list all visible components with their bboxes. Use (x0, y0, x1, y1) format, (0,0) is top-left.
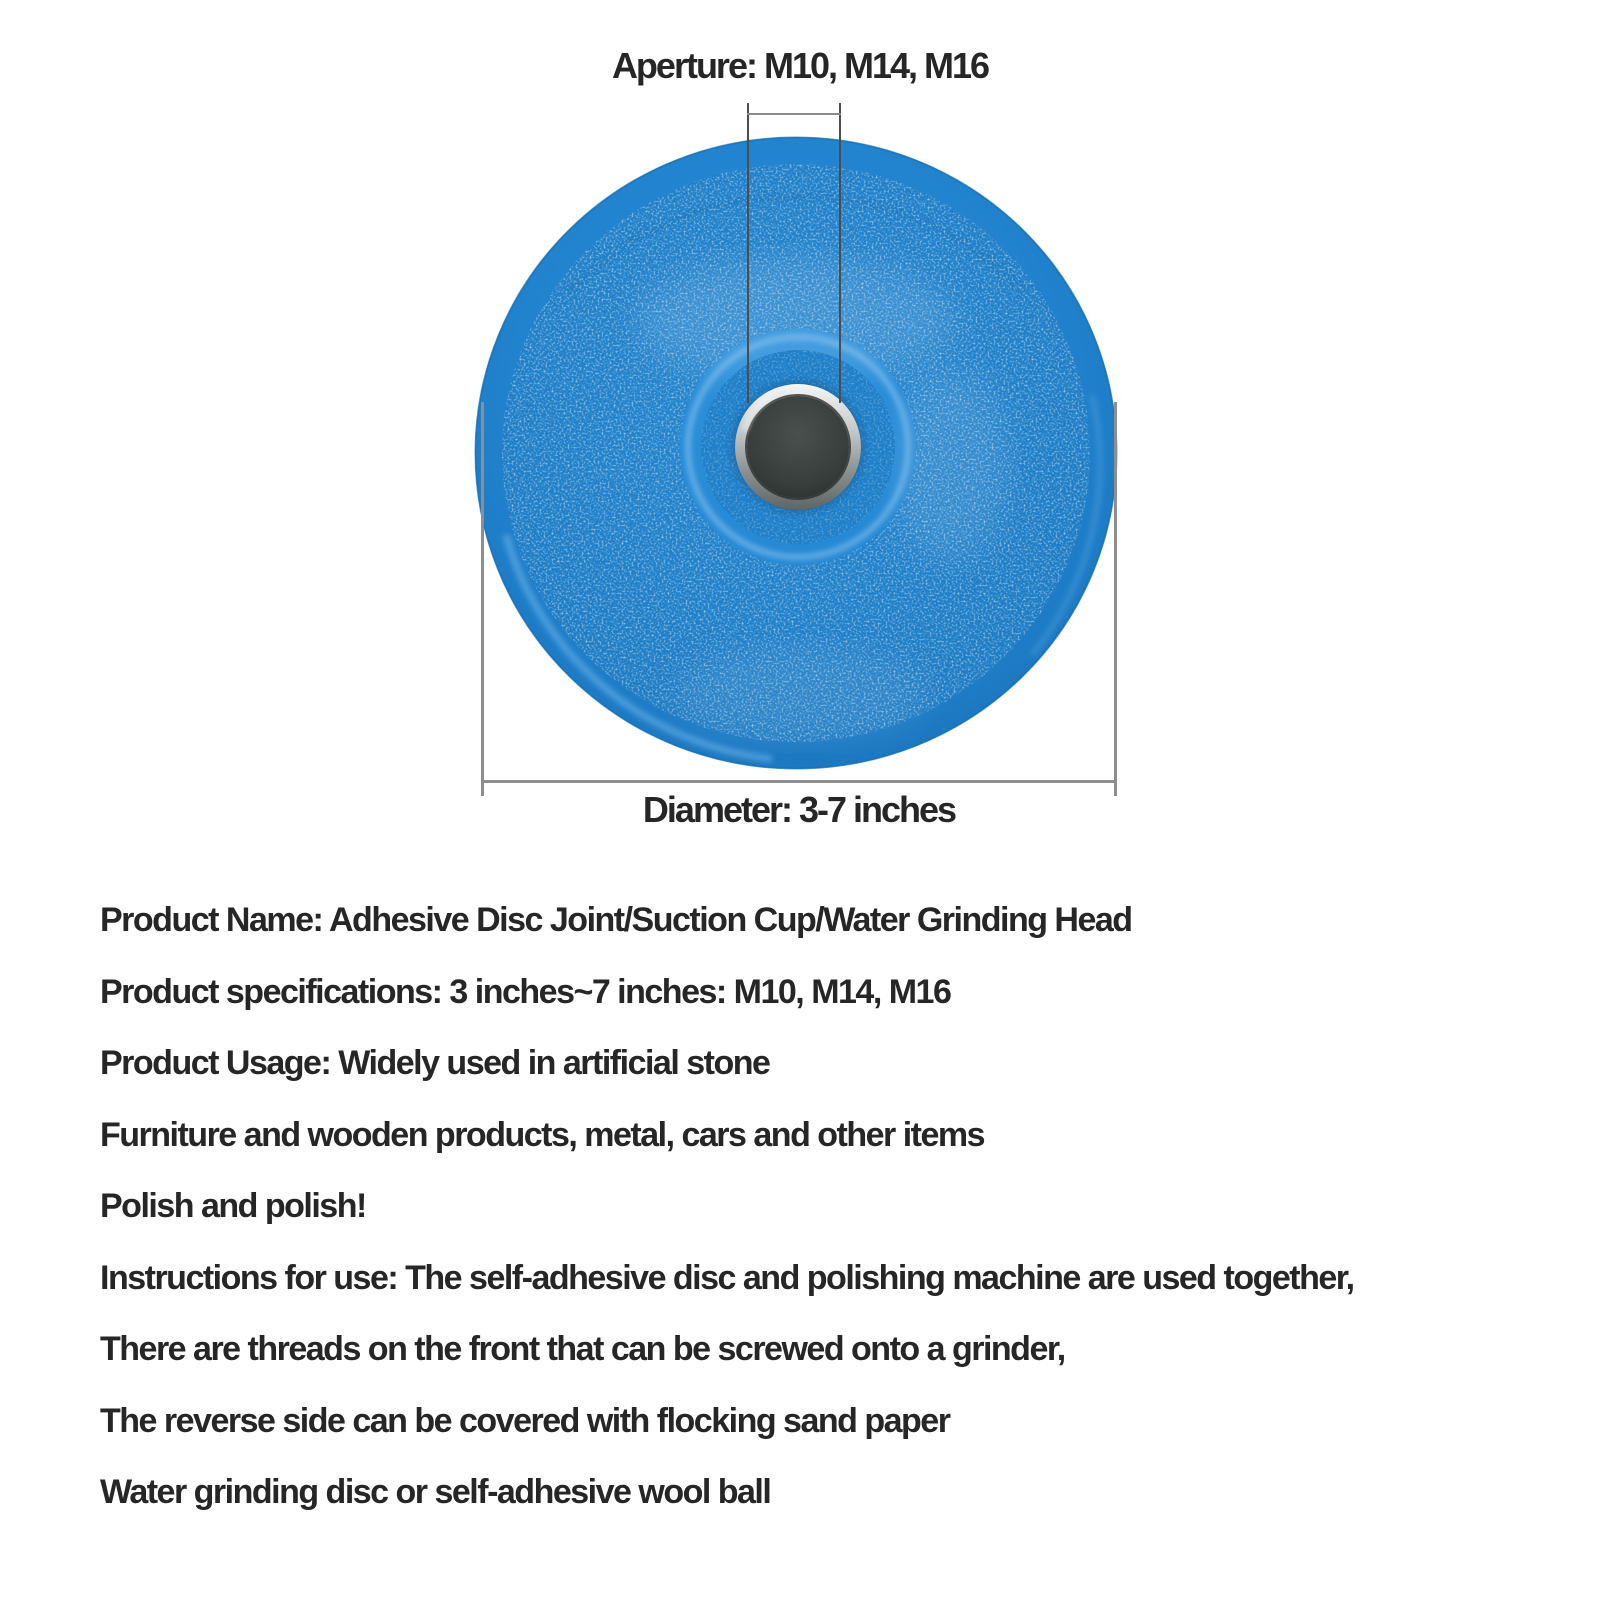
diameter-dimension-line (481, 780, 1117, 783)
description-line: Instructions for use: The self-adhesive disc and polishing machine are used together, (100, 1258, 1354, 1297)
aperture-label: Aperture: M10, M14, M16 (611, 45, 989, 86)
description-line: The reverse side can be covered with flocking sand paper (100, 1401, 950, 1440)
description-line: Water grinding disc or self-adhesive wool ball (100, 1473, 771, 1511)
diameter-label: Diameter: 3-7 inches (642, 789, 956, 830)
diameter-extension-line-left (481, 402, 484, 796)
aperture-leader-line-left (747, 103, 749, 403)
diameter-extension-line-right (1114, 402, 1117, 796)
description-line: Product Usage: Widely used in artificial stone (100, 1044, 770, 1082)
description-line: Product Name: Adhesive Disc Joint/Suction Cup/Water Grinding Head (100, 901, 1132, 939)
description-line: There are threads on the front that can be screwed onto a grinder, (100, 1330, 1065, 1368)
description-line: Furniture and wooden products, metal, cars and other items (100, 1115, 985, 1154)
aperture-bracket-line (747, 113, 841, 115)
aperture-leader-line-right (839, 103, 841, 403)
description-line: Product specifications: 3 inches~7 inches: M10, M14, M16 (100, 972, 951, 1011)
product-disc-image (472, 135, 1120, 771)
product-description (100, 885, 1580, 1529)
description-line: Polish and polish! (100, 1187, 366, 1225)
